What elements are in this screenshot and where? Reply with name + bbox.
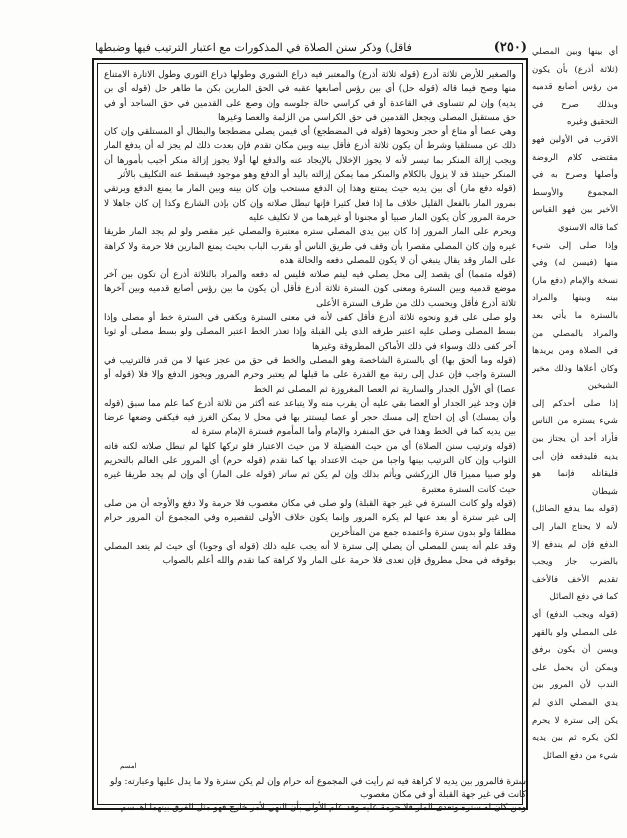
margin-paragraph: (قوله بما يدفع الصائل) لأنه لا يحتاج المار إلى الدفع فإن لم يندفع إلا بالضرب جاز ويجب تقديم الأخف فالأخف كما في دفع الصائل xyxy=(532,504,618,603)
margin-paragraph: وإذا صلى إلى شيء منها (فيسن له) وفي نسخة والإمام (دفع مار) بينه وبينها والمراد بالسترة ما يأتي بعد والمراد بالمصلي من في الصلاة ومن يريدها وكان أعلاها وذلك مخير الشيخين xyxy=(532,240,618,392)
margin-base-text xyxy=(532,44,618,776)
page-header xyxy=(95,36,527,58)
margin-paragraph: (قوله ويجب الدفع) أي على المصلي ولو بالقهر ويسن أن يكون برفق ويمكن أن يحمل على الندب لأن المرور بين يدي المصلي الذي لم يكن إلى سترة لا يحرم لكن يكره ثم بين يديه شيء من دفع الصائل xyxy=(532,610,618,761)
text-frame xyxy=(92,58,528,810)
main-paragraph: (قوله وترتيب سنن الصلاة) أي من حيث الفضيلة لا من حيث الاعتبار فلو تركها كلها لم تبطل صلاته لكنه فاته الثواب وإن كان الترتيب بينها واجبا من حيث الاعتداد بها كما تقدم (قوله حرم) أي المرور على العالم بالتحريم ولو صبيا مميزا قال الزركشي ويأثم بذلك وإن لم يكن ثم ساتر (قوله على المار) أي وإن لم يجد طريقا غيره حيث كانت السترة معتبرة xyxy=(104,441,516,495)
main-paragraph: والصغير للأرض ثلاثة أذرع (قوله ثلاثة أذرع) والمعتبر فيه ذراع الشوري وطولها ذراع الثوري وطول الاتارة الامتناع منها وصح فيما قاله (قوله حل) أي بين رؤس أصابعها عقبه في الحق المارين بكن ما طاهر حل (قوله أي بن يديه) وإن لم تتساوى في القاعدة أو في كراسي حالة جلوسه وإن وصع على القدمين في حق الساجد أو في حق مستقبل المصلى ويجعل القدمين في حق الكراسي من الزلمة والعصا وغيرها xyxy=(104,70,516,123)
catchword: امسم xyxy=(120,762,137,770)
main-paragraph: (قوله متمما) أي يقصد إلى محل يصلي فيه ليتم صلاته فليس له دفعه والمراد بالثلاثة أذرع أن تكون بين آخر موضع قدميه وبين السترة ومعنى كون السترة ثلاثة أذرع فأقل أن يكون ما بين رؤس أصابع قدميه وبين آخرها ثلاثة أذرع فأقل ويحسب ذلك من طرف السترة الأعلى xyxy=(104,270,516,309)
footnote xyxy=(96,776,526,816)
footnote-line: سترة فالمرور بين يديه لا كراهة فيه ثم رأيت في المجموع أنه حرام وإن لم يكن سترة ولا ما يدل عليها وعبارته: ولو كانت في غير جهة القبلة أو في مكان مغصوب xyxy=(110,777,526,800)
main-paragraph: ويحرم على المار المرور إذا كان بين يدي المصلي ستره معتبرة والمصلي غير مقصر ولو لم يجد المار طريقا غيره وإن كان المصلي مقصرا بأن وقف في طريق الناس أو بقرب الباب بحيث يمنع المارين فلا حرمة ولا كراهة على المار وقد يقال ينبغي أن لا يكون للمصلي دفعه والحالة هذه xyxy=(104,227,516,266)
page-number: (٢٥٠) xyxy=(493,39,527,55)
main-paragraph: فإن وجد غير الجدار أو العصا بقي عليه أن يقرب منه ولا يتباعد عنه أكثر من ثلاثة أذرع كما علم مما سبق (قوله وأن يمسك) أي إن احتاج إلى مسك حجر أو عصا ليستتر بها في محل لا يمكن الغرز فيه فيكفي وضعها عرضا بين يديه كما في الخط وهذا في حق المنفرد والإمام وأما المأموم فسترة الإمام سترة له xyxy=(104,398,516,438)
main-paragraph: (قوله دفع مار) أي بين يديه حيث يمتنع وهذا إن الدفع مستحب وإن كان بينه وبين المار ما يمنع الدفع ويرتقي بمرور المار بالفعل القليل خلاف ما إذا فعل كثيرا فإنها تبطل صلاته وإن كان بإذن الشارع وكذا إن كان جاهلا لا حرمة المرور كأن يكون المار صبيا أو مجنونا أو غيرهما من لا تكليف عليه xyxy=(104,184,516,223)
main-paragraph: (قوله وما ألحق بها) أي بالسترة الشاخصة وهو المصلى والخط في حق من عجز عنها لا من قدر فالترتيب في السترة واجب فإن عدل إلى رتبة مع القدرة على ما قبلها لم يعتبر وحرم المرور ويجوز الدفع وإلا فلا (قوله أو عصا) أي الأول الجدار والسارية ثم العصا المغروزة ثم المصلى ثم الخط xyxy=(104,355,516,395)
main-commentary xyxy=(104,68,516,798)
running-head: فاقل) وذكر سنن الصلاة في المذكورات مع اعتبار الترتيب فيها وضبطها xyxy=(95,40,412,54)
main-paragraph: ولو صلى على فرو ونحوه ثلاثة أذرع فأقل كفى لأنه في معنى السترة ويكفي في السترة خط أو مصلى وإذا بسط المصلى وصلى عليه اعتبر طرفه الذي يلي القبلة وإذا تعذر الخط اعتبر المصلى ولو بسط مصلى أو ثوبا آخر كفى ذلك وسواء في ذلك الأماكن المطروقة وغيرها xyxy=(104,313,516,352)
margin-paragraph: الاقرب في الأولين فهو مقتضى كلام الروضة وأصلها وصرح به في المجموع والأوسط الأخير بين فهو القياس كما قاله الاسنوي xyxy=(532,134,618,233)
margin-paragraph: إذا صلى أحدكم إلى شيء يستره من الناس فأراد أحد أن يجتاز بين يديه فليدفعه فإن أبى فليقاتله فإنما هو شيطان xyxy=(532,398,618,497)
main-paragraph: وهي عصا أو متاع أو حجر ونحوها (قوله في المضطجع) أي فيمن يصلي مضطجعا والبطال أو المستلقي وإن كان ذلك عن مستلقيا وشرط أن يكون ثلاثة أذرع فأقل بينه وبين مكان تقدم فإن بعدت ذلك لم يجز له أن يدفع المار ويجب إزالة المنكر بما تيسر لأنه لا يجوز الإخلال بالإيجاد عنه والدفع لها أولا يجوز إزالة منكر أجيب بأمورها أن المنكر حينئذ قد لا يزول بالكلام والمنكر مما يمكن إزالته باليد أو الدفع وهو موجود فيسقط عنه التكليف بالأثر xyxy=(104,127,516,181)
main-paragraph: (قوله ولو كانت السترة في غير جهة القبلة) ولو صلى في مكان مغصوب فلا حرمة ولا دفع والأوجه أن من صلى إلى غير سترة أو بعد عنها لم يكره المرور وإنما يكون خلاف الأولى لتقصيره وفي المجموع أن المرور حرام مطلقا ولو بدون سترة واعتمده جمع من المتأخرين xyxy=(104,498,516,538)
margin-paragraph: أي بينها وبين المصلي (ثلاثة أذرع) بأن يكون من رؤس أصابع قدميه وبذلك صرح في التحقيق وغيره xyxy=(532,47,618,128)
main-paragraph: وقد علم أنه يسن للمصلي أن يصلي إلى سترة لا أنه يجب عليه ذلك (قوله أي وجوبا) أي حيث لم يتعد المصلي بوقوفه في محل مطروق فإن تعدى فلا حرمة على المار ولا كراهة كما تقدم والله أعلم بالصواب xyxy=(104,541,516,567)
footnote-line: ومن كان له ستره وتعدى المار فلا حرمة عليه وقد علم الأولى بأن النهي لأمر خارج فهو مثل الفرق بينهما اهـ سم xyxy=(120,803,526,813)
